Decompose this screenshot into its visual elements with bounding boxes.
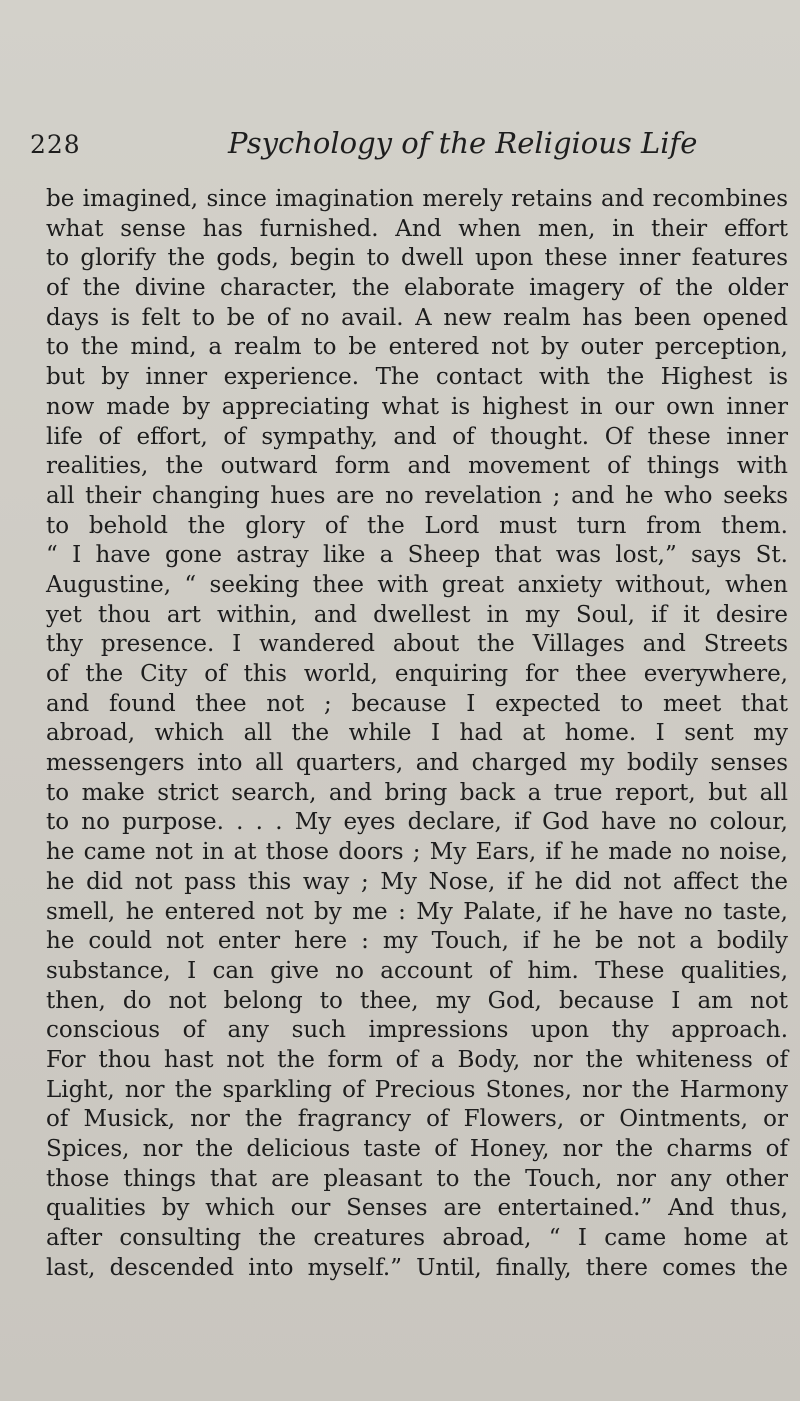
text-line: to no purpose. . . . My eyes declare, if God have no colour, xyxy=(46,809,788,836)
text-line: For thou hast not the form of a Body, nor the whiteness of xyxy=(46,1046,788,1073)
text-line: Spices, nor the delicious taste of Honey, nor the charms of xyxy=(46,1136,788,1162)
text-line: he could not enter here : my Touch, if he be not a bodily xyxy=(46,928,788,955)
text-line: what sense has furnished. And when men, in their effort xyxy=(46,215,788,242)
text-line: abroad, which all the while I had at home. I sent my xyxy=(46,720,788,747)
text-line: to the mind, a realm to be entered not by outer perception, xyxy=(46,334,788,361)
text-line: last, descended into myself.” Until, finally, there comes the xyxy=(46,1254,788,1281)
text-line: of the City of this world, enquiring for thee everywhere, xyxy=(46,661,788,687)
text-line: to glorify the gods, begin to dwell upon these inner features xyxy=(46,245,788,272)
text-line: to behold the glory of the Lord must turn from them. xyxy=(46,512,788,539)
text-line: messengers into all quarters, and charged my bodily senses xyxy=(46,750,788,777)
text-line: and found thee not ; because I expected to meet that xyxy=(46,690,788,717)
text-line: life of effort, of sympathy, and of thought. Of these inner xyxy=(46,423,788,450)
text-line: all their changing hues are no revelation ; and he who seeks xyxy=(46,482,788,509)
text-line: substance, I can give no account of him. These qualities, xyxy=(46,957,788,984)
text-line: smell, he entered not by me : My Palate, if he have no taste, xyxy=(46,898,788,925)
text-line: thy presence. I wandered about the Villages and Streets xyxy=(46,631,788,658)
running-title: Psychology of the Religious Life xyxy=(228,126,698,160)
text-line: days is felt to be of no avail. A new realm has been opened xyxy=(46,304,788,331)
text-line: to make strict search, and bring back a true report, but all xyxy=(46,779,788,806)
text-line: but by inner experience. The contact with the Highest is xyxy=(46,364,788,391)
text-line: be imagined, since imagination merely retains and recombines xyxy=(46,186,788,212)
text-line: after consulting the creatures abroad, “ I came home at xyxy=(46,1225,788,1252)
body-text xyxy=(46,185,788,1283)
text-line: he came not in at those doors ; My Ears, if he made no noise, xyxy=(46,839,788,866)
page-number: 228 xyxy=(30,130,81,159)
text-line: Light, nor the sparkling of Precious Stones, nor the Harmony xyxy=(46,1076,788,1103)
running-header xyxy=(30,118,770,168)
text-line: realities, the outward form and movement of things with xyxy=(46,453,788,480)
text-line: he did not pass this way ; My Nose, if he did not affect the xyxy=(46,868,788,895)
text-line: yet thou art within, and dwellest in my Soul, if it desire xyxy=(46,601,788,628)
text-line: of Musick, nor the fragrancy of Flowers, or Ointments, or xyxy=(46,1106,788,1133)
text-line: “ I have gone astray like a Sheep that was lost,” says St. xyxy=(46,542,788,569)
text-line: conscious of any such impressions upon thy approach. xyxy=(46,1017,788,1044)
text-line: Augustine, “ seeking thee with great anxiety without, when xyxy=(46,571,788,598)
text-line: of the divine character, the elaborate imagery of the older xyxy=(46,275,788,302)
text-line: those things that are pleasant to the Touch, nor any other xyxy=(46,1165,788,1192)
text-line: then, do not belong to thee, my God, because I am not xyxy=(46,987,788,1014)
text-line: now made by appreciating what is highest in our own inner xyxy=(46,393,788,420)
text-line: qualities by which our Senses are entertained.” And thus, xyxy=(46,1195,788,1222)
